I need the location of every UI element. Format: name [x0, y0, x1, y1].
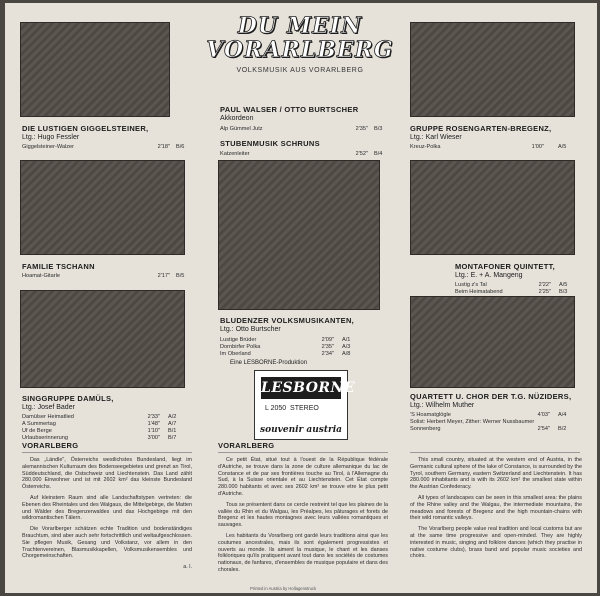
track-duration: 1'48": [147, 421, 160, 427]
track-duration: 2'25": [538, 289, 551, 295]
title-line-2: VORARLBERG: [206, 37, 394, 63]
track-side: B/4: [374, 151, 383, 157]
text-french: [218, 457, 388, 578]
track-duration: 2'22": [538, 282, 551, 288]
french-paragraph: Tous se présentent dans ce cercle restreint tel que les plaines de la vallée du Rhin et du Walgau, les Préalpes, les pâturages et forets de Bregenz et les hautes montagnes avec leurs vallées romantiques et sauvages.: [218, 501, 388, 529]
french-paragraph: Ce petit État, situé tout à l'ouest de la République fédérale d'Autriche, se trouve dans la zone de culture allemanique du lac de Constance et de par ses frontières touche au Tirol, à l'Allemagne du Sud, à la Suisse orientale et au Liechtenstein. Cet État compte 280.000 habitants et avec ses 2602 km² se trouve etre le plus petit d'Autriche.: [218, 457, 388, 497]
track-duration: 3'00": [147, 435, 160, 441]
album-subtitle: VOLKSMUSIK AUS VORARLBERG: [236, 67, 364, 74]
track-duration: 2'35": [355, 126, 368, 132]
track-side: A/3: [342, 344, 351, 350]
track-title: Sonnenberg: [410, 426, 441, 432]
section-heading-left: VORARLBERG: [22, 441, 79, 450]
track-duration: 2'52": [355, 151, 368, 157]
track-title: Urlaubserinnerung: [22, 435, 69, 441]
track-duration: 2'33": [147, 414, 160, 420]
group-name-tschann: FAMILIE TSCHANN: [22, 262, 95, 271]
divider: [218, 452, 388, 453]
track-side: A/7: [168, 421, 177, 427]
track-side: A/5: [559, 282, 568, 288]
track-duration: 2'17": [157, 273, 170, 279]
group-leader-bludenzer: Ltg.: Otto Burtscher: [220, 326, 281, 333]
track-title: Kreuz-Polka: [410, 144, 441, 150]
album-title: [195, 14, 405, 62]
group-name-giggelsteiner: DIE LUSTIGEN GIGGELSTEINER,: [22, 124, 149, 133]
section-heading-middle: VORARLBERG: [218, 441, 275, 450]
track-duration: 2'54": [537, 426, 550, 432]
track-title: Solist: Herbert Meyer, Zither: Werner Nussbaumer: [410, 419, 535, 425]
track-title: Beim Heimatabend: [455, 289, 503, 295]
catalog-number: L 2050: [265, 405, 287, 412]
group-leader-rosengarten: Ltg.: Karl Wieser: [410, 134, 462, 141]
text-english: [410, 457, 582, 564]
title-line-1: DU MEIN: [237, 13, 363, 39]
german-paragraph: Die Vorarlberger schätzen echte Tradition und bodenständiges Brauchtum, sind aber auch sehr fortschrittlich und weltaufgeschlossen. Sie pflegen Musik, Gesang und Volkstanz, vor allem in den Trachtenvereinen, Blasmusikkapellen, Volksmusikensembles und Chorgemeinschaften.: [22, 526, 192, 560]
logo-tagline: souvenir austria: [260, 425, 342, 435]
group-name-walser: PAUL WALSER / OTTO BURTSCHER: [220, 105, 359, 114]
track-title: Uf de Berge: [22, 428, 52, 434]
group-leader-montafoner: Ltg.: E. + A. Mangeng: [455, 272, 523, 279]
track-side: B/7: [168, 435, 177, 441]
group-leader-walser: Akkordeon: [220, 115, 254, 122]
logo-brand: LESBORNE: [261, 377, 341, 399]
track-side: A/5: [558, 144, 567, 150]
track-side: B/6: [176, 144, 185, 150]
group-name-damuls: SINGGRUPPE DAMÜLS,: [22, 394, 114, 403]
group-name-schruns: STUBENMUSIK SCHRUNS: [220, 139, 320, 148]
track-side: A/4: [558, 412, 567, 418]
audio-format: STEREO: [290, 405, 319, 412]
german-paragraph: Auf kleinstem Raum sind alle Landschaftstypen vertreten: die Ebenen des Rheintales und des Walgaus, die Mittelgebirge, die Matten und Wälder des Bregenzerwaldes und das Hochgebirge mit den wildromantischen Tälern.: [22, 494, 192, 522]
track-title: Lustig z's Tal: [455, 282, 487, 288]
photo-bludenzer: [218, 160, 380, 310]
group-leader-damuls: Ltg.: Josef Bader: [22, 404, 75, 411]
track-title: Damülser Heimatlied: [22, 414, 74, 420]
group-name-bludenzer: BLUDENZER VOLKSMUSIKANTEN,: [220, 316, 355, 325]
track-title: Alp Gümmel Jutz: [220, 126, 263, 132]
group-name-rosengarten: GRUPPE ROSENGARTEN-BREGENZ,: [410, 124, 552, 133]
photo-rosengarten: [410, 22, 575, 117]
track-title: Dornbirfer Polka: [220, 344, 261, 350]
track-duration: 2'34": [321, 351, 334, 357]
group-leader-quartett: Ltg.: Wilhelm Muther: [410, 402, 475, 409]
divider: [22, 452, 192, 453]
printed-note: Printed in Austria by Hollagenstruck: [250, 586, 317, 591]
logo-catalog: [265, 405, 319, 412]
track-duration: 1'10": [147, 428, 160, 434]
photo-giggelsteiner: [20, 22, 170, 117]
track-duration: 1'00": [531, 144, 544, 150]
track-title: 'S Hoamatglögle: [410, 412, 451, 418]
track-title: Giggelsteiner-Walzer: [22, 144, 75, 150]
track-title: Katzenleiter: [220, 151, 250, 157]
french-paragraph: Les habitants du Vorarlberg ont gardé leurs traditions ainsi que les coutumes ancestrales, mais ils sont également progressistes et ouverts au monde. Ils aiment la musique, le chant et les danses folkloriques qu'ils pratiquent avant tout dans les sociétés de costumes nationaux, de fanfares, d'ensembles de musique populaire et dans des chorales.: [218, 532, 388, 573]
divider: [410, 452, 580, 453]
english-paragraph: The Vorarlberg people value real tradition and local customs but are at the same time progressive and open-minded. They are highly interested in music, singing and folklore dances (which they practise in native costume clubs), brass band and popular music societies and choirs.: [410, 526, 582, 560]
track-side: A/1: [342, 337, 351, 343]
group-name-montafoner: MONTAFONER QUINTETT,: [455, 262, 556, 271]
photo-montafoner: [410, 160, 575, 255]
group-name-quartett: QUARTETT U. CHOR DER T.G. NÜZIDERS,: [410, 392, 572, 401]
lesborne-logo: [254, 370, 356, 440]
track-side: B/3: [559, 289, 568, 295]
track-side: B/3: [374, 126, 383, 132]
production-note: Eine LESBORNE-Produktion: [230, 360, 308, 366]
group-leader-giggelsteiner: Ltg.: Hugo Fessler: [22, 134, 80, 141]
photo-tschann: [20, 160, 185, 255]
track-duration: 2'09": [321, 337, 334, 343]
text-german: [22, 457, 192, 571]
photo-damuls: [20, 290, 185, 388]
photo-quartett: [410, 296, 575, 388]
track-side: A/2: [168, 414, 177, 420]
english-paragraph: This small country, situated at the western end of Austria, in the Germanic cultural sphere of the lake of Constance, is surrounded by the Tyrol, southern Germany, eastern Switzerland and Liechtenstein. It has 280.000 inhabitants and is with its 2602 km² the smallest state within the Austrian Confederacy.: [410, 457, 582, 491]
track-title: Im Oberland: [220, 351, 251, 357]
track-duration: 2'18": [157, 144, 170, 150]
track-duration: 2'35": [321, 344, 334, 350]
track-title: Lustige Brüder: [220, 337, 257, 343]
track-side: B/5: [176, 273, 185, 279]
english-paragraph: All types of landscapes can be seen in this smallest area: the plains of the Rhine valley and the Walgau, the intermediate mountains, the meadows and forests of Bregenz and the high mountain-chains with their wild romantic valleys.: [410, 494, 582, 522]
track-duration: 4'03": [537, 412, 550, 418]
german-signature: a. l.: [183, 564, 192, 571]
track-title: A Summertag: [22, 421, 56, 427]
track-title: Hoamat-Gitarle: [22, 273, 60, 279]
track-side: B/2: [558, 426, 567, 432]
track-side: A/8: [342, 351, 351, 357]
german-paragraph: Das „Ländle", Österreichs westlichstes Bundesland, liegt im alemannischen Kulturraum des Bodenseegebietes und grenzt an Tirol, Süddeutschland, die Ostschweiz und Liechtenstein. Das Land zählt 280.000 Einwohner und ist mit 2602 km² das kleinste Bundesland Österreichs.: [22, 457, 192, 491]
track-side: B/1: [168, 428, 177, 434]
